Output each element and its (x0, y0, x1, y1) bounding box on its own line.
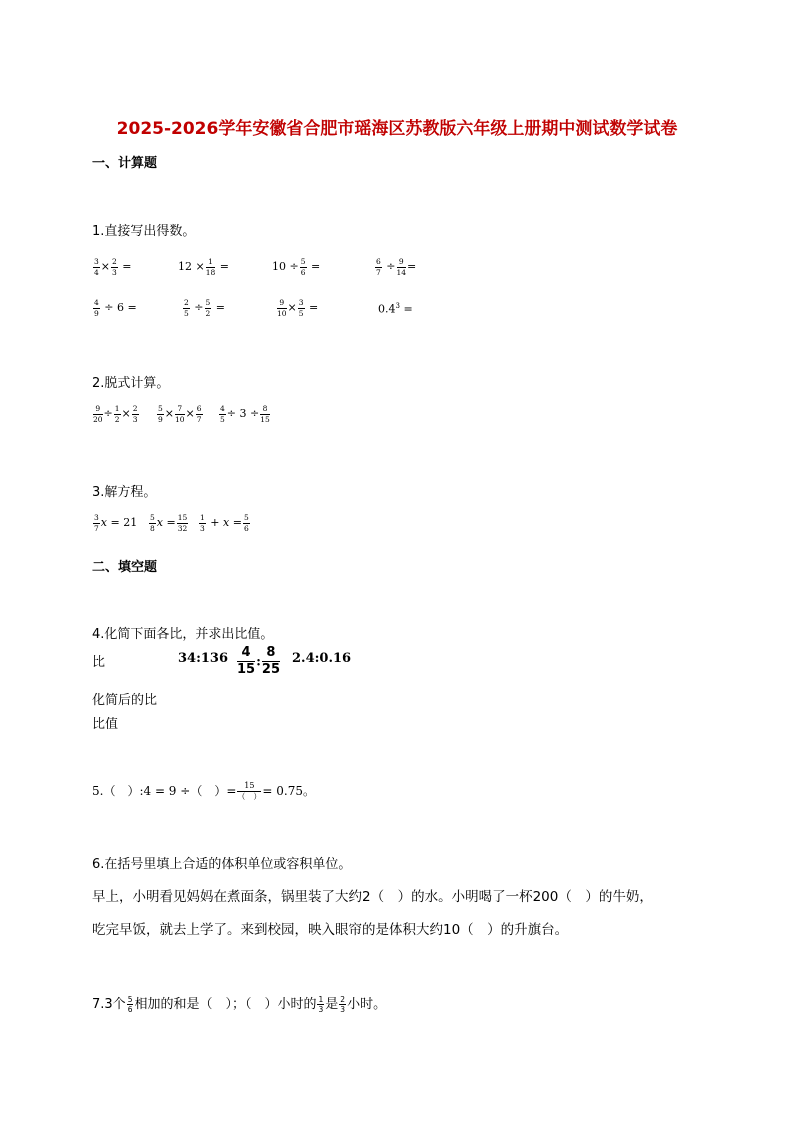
q1-item-5: $\frac{4}{9}$ ÷ 6 = (94, 298, 137, 318)
q6-line-2: 吃完早饭，就去上学了。来到校园，映入眼帘的是体积大约10（ ）的升旗台。 (92, 922, 569, 938)
section-heading-fill-in: 二、填空题 (92, 560, 158, 575)
q1-item-6: $\frac{2}{5}$ ÷ $\frac{5}{2}$ = (184, 298, 225, 318)
q3-equation-1: $\frac{3}{7}$ x = 21 (94, 513, 138, 533)
section-heading-calculation: 一、计算题 (92, 156, 158, 171)
q4-row-ratio-label: 比 (92, 655, 106, 670)
question-1-label: 1.直接写出得数。 (92, 224, 196, 239)
q4-row-value-label: 比值 (92, 717, 119, 732)
q1-item-3: 10 ÷ $\frac{5}{6}$ = (272, 257, 321, 277)
question-3-label: 3.解方程。 (92, 485, 157, 500)
q3-equation-3: $\frac{1}{3}$ + x = $\frac{5}{6}$ (200, 513, 249, 533)
q4-ratio-3: 2.4:0.16 (292, 651, 352, 666)
question-7: 7.3个 $\frac{5}{6}$ 相加的和是（ ）；（ ）小时的 $\frac{1}{3}$ 是 $\frac{2}{3}$ 小时。 (92, 994, 387, 1014)
page-title: 2025-2026学年安徽省合肥市瑶海区苏教版六年级上册期中测试数学试卷 (116, 119, 678, 139)
question-6-label: 6.在括号里填上合适的体积单位或容积单位。 (92, 857, 352, 872)
q1-item-7: $\frac{9}{10}$ × $\frac{3}{5}$ = (277, 298, 319, 318)
question-2-label: 2.脱式计算。 (92, 376, 170, 391)
q1-item-1: $\frac{3}{4}$ × $\frac{2}{3}$ = (94, 257, 132, 277)
q4-ratio-2: $\frac{4}{15}$ : $\frac{8}{25}$ (237, 645, 280, 677)
q4-row-simplified-label: 化简后的比 (92, 693, 158, 708)
q6-line-1: 早上，小明看见妈妈在煮面条，锅里装了大约2（ ）的水。小明喝了一杯200（ ）的牛奶， (92, 889, 653, 905)
q2-expression-1: $\frac{9}{20}$ ÷ $\frac{1}{2}$ × $\frac{2}{3}$ (93, 404, 138, 424)
q3-equation-2: $\frac{5}{8}$ x = $\frac{15}{32}$ (150, 513, 188, 533)
q1-item-8: $0.4^3$ = (378, 302, 413, 316)
question-4-label: 4.化简下面各比，并求出比值。 (92, 627, 274, 642)
q1-item-2: 12 × $\frac{1}{18}$ = (178, 257, 229, 277)
q4-ratio-1: 34:136 (178, 651, 229, 666)
q2-expression-3: $\frac{4}{5}$ ÷ 3 ÷ $\frac{8}{15}$ (220, 404, 270, 424)
q1-item-4: $\frac{6}{7}$ ÷ $\frac{9}{14}$ = (376, 257, 417, 277)
q2-expression-2: $\frac{5}{9}$ × $\frac{7}{10}$ × $\frac{6}{7}$ (158, 404, 202, 424)
question-5: 5.（ ）:4 = 9 ÷（ ）= $\frac{15}{( )}$ = 0.75。 (92, 781, 315, 801)
